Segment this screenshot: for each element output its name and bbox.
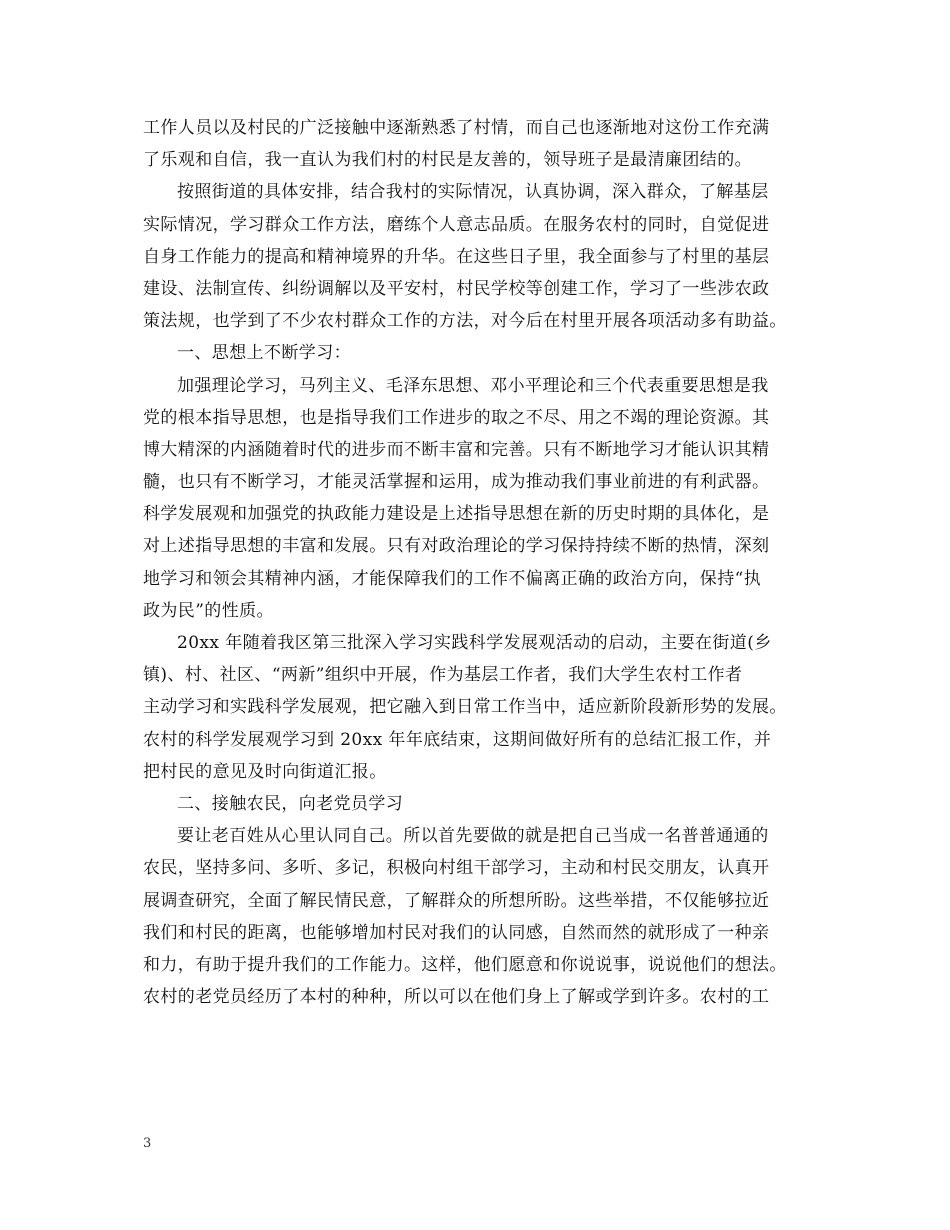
text-line: 农村的老党员经历了本村的种种，所以可以在他们身上了解或学到许多。农村的工 — [143, 987, 770, 1008]
text-line: 主动学习和实践科学发展观，把它融入到日常工作当中，适应新阶段新形势的发展。 — [143, 697, 787, 718]
document-body — [143, 112, 811, 1013]
text-line: 加强理论学习，马列主义、毛泽东思想、邓小平理论和三个代表重要思想是我 — [177, 375, 769, 396]
text-line: 20xx 年随着我区第三批深入学习实践科学发展观活动的启动，主要在街道(乡 — [177, 633, 772, 653]
text-line: 二、接触农民，向老党员学习 — [177, 793, 404, 814]
text-line: 一、思想上不断学习： — [177, 343, 351, 364]
text-line: 髓，也只有不断学习，才能灵活掌握和运用，成为推动我们事业前进的有利武器。 — [143, 472, 770, 493]
text-line: 和力，有助于提升我们的工作能力。这样，他们愿意和你说说事，说说他们的想法。 — [143, 954, 787, 975]
text-line: 按照街道的具体安排，结合我村的实际情况，认真协调，深入群众，了解基层 — [177, 182, 769, 203]
text-line: 农民，坚持多问、多听、多记，积极向村组干部学习，主动和村民交朋友，认真开 — [143, 858, 770, 879]
text-line: 党的根本指导思想，也是指导我们工作进步的取之不尽、用之不竭的理论资源。其 — [143, 407, 770, 428]
text-line: 把村民的意见及时向街道汇报。 — [143, 761, 387, 782]
text-line: 建设、法制宣传、纠纷调解以及平安村，村民学校等创建工作，学习了一些涉农政 — [143, 278, 770, 299]
text-line: 地学习和领会其精神内涵，才能保障我们的工作不偏离正确的政治方向，保持“执 — [143, 568, 762, 589]
text-line: 自身工作能力的提高和精神境界的升华。在这些日子里，我全面参与了村里的基层 — [143, 246, 770, 267]
text-line: 展调查研究，全面了解民情民意，了解群众的所想所盼。这些举措，不仅能够拉近 — [143, 890, 770, 911]
text-line: 政为民”的性质。 — [143, 600, 274, 621]
text-line: 实际情况，学习群众工作方法，磨练个人意志品质。在服务农村的同时，自觉促进 — [143, 214, 770, 235]
text-line: 博大精深的内涵随着时代的进步而不断丰富和完善。只有不断地学习才能认识其精 — [143, 439, 770, 460]
text-line: 策法规，也学到了不少农村群众工作的方法，对今后在村里开展各项活动多有助益。 — [143, 311, 787, 332]
text-line: 我们和村民的距离，也能够增加村民对我们的认同感，自然而然的就形成了一种亲 — [143, 922, 770, 943]
text-line: 要让老百姓从心里认同自己。所以首先要做的就是把自己当成一名普普通通的 — [177, 826, 769, 847]
text-line: 了乐观和自信，我一直认为我们村的村民是友善的，领导班子是最清廉团结的。 — [143, 150, 752, 171]
text-line: 农村的科学发展观学习到 20xx 年年底结束，这期间做好所有的总结汇报工作，并 — [143, 729, 772, 750]
text-line: 科学发展观和加强党的执政能力建设是上述指导思想在新的历史时期的具体化，是 — [143, 504, 770, 525]
text-line: 工作人员以及村民的广泛接触中逐渐熟悉了村情，而自己也逐渐地对这份工作充满 — [143, 118, 770, 138]
text-line: 镇)、村、社区、“两新”组织中开展，作为基层工作者，我们大学生农村工作者 — [143, 665, 743, 686]
page-number: 3 — [143, 1136, 152, 1151]
text-line: 对上述指导思想的丰富和发展。只有对政治理论的学习保持持续不断的热情，深刻 — [143, 536, 770, 557]
